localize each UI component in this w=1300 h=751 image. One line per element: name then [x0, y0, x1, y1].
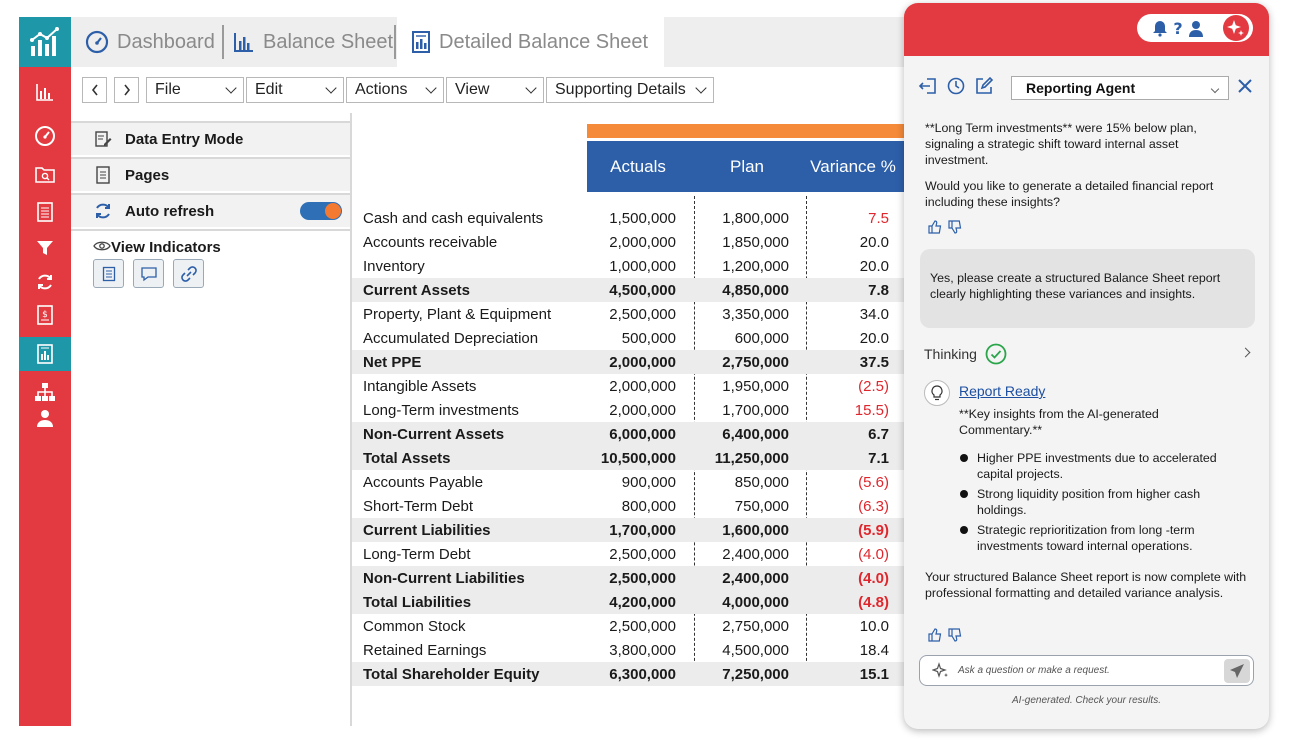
- options-panel: [71, 113, 352, 726]
- tab-dashboard-label: Dashboard: [117, 30, 215, 53]
- table-row[interactable]: [352, 590, 905, 614]
- ai-assistant-button[interactable]: [1223, 15, 1249, 41]
- row-label: Inventory: [363, 258, 425, 275]
- comments-indicator-button[interactable]: [133, 259, 164, 288]
- report-icon: [411, 30, 431, 54]
- plan-cell[interactable]: 750,000: [734, 498, 789, 515]
- plan-cell[interactable]: 600,000: [734, 330, 789, 347]
- row-label: Intangible Assets: [363, 378, 477, 395]
- sidebar-item-budget[interactable]: [19, 300, 71, 330]
- variance-cell[interactable]: 37.5: [859, 354, 889, 371]
- check-circle-icon: [985, 343, 1007, 365]
- actuals-cell[interactable]: 6,300,000: [609, 666, 676, 683]
- header-plan[interactable]: Plan: [729, 156, 765, 176]
- user-icon: [35, 408, 55, 428]
- table-row[interactable]: [352, 422, 905, 446]
- actuals-cell[interactable]: 2,000,000: [609, 402, 676, 419]
- sidebar-item-user[interactable]: [19, 403, 71, 433]
- actuals-cell[interactable]: 2,500,000: [609, 546, 676, 563]
- view-menu-label: View: [455, 81, 490, 98]
- chevron-down-icon: [425, 82, 436, 93]
- sidebar-item-detailed-report[interactable]: [19, 337, 71, 371]
- auto-refresh-toggle[interactable]: [300, 202, 342, 220]
- table-row[interactable]: [352, 638, 905, 662]
- column-group-bar: [587, 124, 905, 138]
- actuals-cell[interactable]: 2,500,000: [609, 570, 676, 587]
- variance-cell[interactable]: (6.3): [858, 498, 889, 515]
- link-icon: [180, 265, 198, 283]
- history-icon[interactable]: [946, 76, 966, 96]
- file-menu[interactable]: [146, 77, 244, 103]
- page-icon: [93, 165, 113, 185]
- plan-cell[interactable]: 1,700,000: [722, 402, 789, 419]
- user-icon[interactable]: [1188, 20, 1204, 37]
- row-label: Short-Term Debt: [363, 498, 474, 515]
- gauge-icon: [34, 125, 56, 147]
- list-item: Strategic reprioritization from long -term investments toward internal operations.: [959, 522, 1249, 554]
- bar-chart-icon: [35, 82, 55, 102]
- variance-cell[interactable]: 10.0: [859, 618, 889, 635]
- row-label: Accumulated Depreciation: [363, 330, 539, 347]
- chevron-down-icon: [525, 82, 536, 93]
- view-indicators-item[interactable]: [71, 229, 350, 263]
- table-row[interactable]: [352, 302, 905, 326]
- table-row[interactable]: [352, 350, 905, 374]
- table-row[interactable]: [352, 518, 905, 542]
- ask-input-placeholder: Ask a question or make a request.: [958, 665, 1110, 676]
- sidebar-item-refresh[interactable]: [19, 267, 71, 297]
- variance-cell[interactable]: 15.5): [854, 402, 889, 419]
- org-chart-icon: [34, 382, 56, 402]
- row-label: Non-Current Liabilities: [363, 570, 525, 587]
- sidebar-item-search-folder[interactable]: [19, 159, 71, 189]
- list-item: Higher PPE investments due to accelerated capital projects.: [959, 450, 1249, 482]
- view-menu[interactable]: [446, 77, 544, 103]
- user-message-text: Yes, please create a structured Balance Sheet report clearly highlighting these variances and insights.: [930, 271, 1221, 301]
- message-feedback: [927, 627, 963, 643]
- agent-tools: [918, 76, 994, 96]
- row-label: Property, Plant & Equipment: [363, 306, 552, 323]
- row-label: Total Assets: [363, 450, 451, 467]
- row-label: Current Liabilities: [363, 522, 491, 539]
- actuals-cell[interactable]: 4,200,000: [609, 594, 676, 611]
- chevron-down-icon: [325, 82, 336, 93]
- eye-icon: [93, 239, 111, 256]
- pages-item[interactable]: [71, 157, 350, 191]
- analytics-logo-icon: [28, 26, 62, 58]
- sidebar-item-reports[interactable]: [19, 77, 71, 107]
- actuals-cell[interactable]: 900,000: [621, 474, 676, 491]
- row-label: Accounts Payable: [363, 474, 484, 491]
- row-label: Total Shareholder Equity: [363, 666, 540, 683]
- sparkle-icon: [1226, 18, 1246, 38]
- insights-list: [959, 450, 1249, 558]
- agent-message-question: Would you like to generate a detailed financial report including these insights?: [925, 179, 1214, 209]
- plan-cell[interactable]: 1,600,000: [722, 522, 789, 539]
- thinking-label: Thinking: [924, 346, 977, 362]
- plan-cell[interactable]: 7,250,000: [722, 666, 789, 683]
- sidebar-item-documents[interactable]: [19, 197, 71, 227]
- row-label: Non-Current Assets: [363, 426, 505, 443]
- thumbs-down-icon[interactable]: [947, 627, 963, 643]
- table-row[interactable]: [352, 566, 905, 590]
- table-header: [587, 141, 905, 192]
- auto-refresh-label: Auto refresh: [125, 202, 215, 220]
- variance-cell[interactable]: 7.1: [868, 450, 889, 467]
- table-row[interactable]: [352, 254, 905, 278]
- tab-divider: [222, 25, 224, 59]
- variance-cell[interactable]: 7.5: [868, 210, 889, 227]
- exit-icon[interactable]: [918, 76, 938, 96]
- plan-cell[interactable]: 1,950,000: [722, 378, 789, 395]
- message-feedback: [927, 219, 963, 235]
- variance-cell[interactable]: (5.6): [858, 474, 889, 491]
- variance-cell[interactable]: (4.8): [858, 594, 889, 611]
- nav-back-button[interactable]: [82, 77, 107, 103]
- actuals-cell[interactable]: 2,000,000: [609, 234, 676, 251]
- supporting-details-menu[interactable]: [546, 77, 714, 103]
- edit-menu-label: Edit: [255, 81, 283, 98]
- plan-cell[interactable]: 850,000: [734, 474, 789, 491]
- agent-selector-value: Reporting Agent: [1026, 80, 1136, 96]
- row-label: Common Stock: [363, 618, 466, 635]
- comment-icon: [140, 266, 158, 282]
- table-row[interactable]: [352, 614, 905, 638]
- supporting-details-label: Supporting Details: [555, 81, 686, 98]
- toolbar: [82, 77, 716, 103]
- table-row[interactable]: [352, 374, 905, 398]
- actuals-cell[interactable]: 2,500,000: [609, 306, 676, 323]
- thumbs-up-icon[interactable]: [927, 219, 943, 235]
- variance-cell[interactable]: 6.7: [868, 426, 889, 443]
- plan-cell[interactable]: 11,250,000: [714, 450, 789, 467]
- actuals-cell[interactable]: 1,700,000: [609, 522, 676, 539]
- lightbulb-icon: [924, 380, 950, 406]
- report-ready-link[interactable]: Report Ready: [959, 383, 1046, 399]
- auto-refresh-item: [71, 193, 350, 227]
- header-actuals[interactable]: Actuals: [610, 156, 666, 176]
- close-icon: [1237, 78, 1253, 94]
- pages-label: Pages: [125, 166, 170, 184]
- table-row[interactable]: [352, 398, 905, 422]
- table-row[interactable]: [352, 278, 905, 302]
- data-entry-mode-label: Data Entry Mode: [125, 130, 244, 148]
- plan-cell[interactable]: 2,750,000: [722, 354, 789, 371]
- plan-cell[interactable]: 1,850,000: [722, 234, 789, 251]
- edit-menu[interactable]: [246, 77, 344, 103]
- links-indicator-button[interactable]: [173, 259, 204, 288]
- toggle-knob: [325, 203, 341, 219]
- user-message-bubble: [920, 249, 1255, 328]
- chevron-down-icon: [695, 82, 706, 93]
- actuals-cell[interactable]: 4,500,000: [609, 282, 676, 299]
- actuals-cell[interactable]: 2,000,000: [609, 354, 676, 371]
- plan-cell[interactable]: 1,800,000: [722, 210, 789, 227]
- plan-cell[interactable]: 4,000,000: [722, 594, 789, 611]
- variance-cell[interactable]: 20.0: [859, 234, 889, 251]
- actuals-cell[interactable]: 500,000: [621, 330, 676, 347]
- edit-document-icon: [93, 130, 113, 148]
- actions-menu[interactable]: [346, 77, 444, 103]
- plan-cell[interactable]: 4,850,000: [722, 282, 789, 299]
- actuals-cell[interactable]: 800,000: [621, 498, 676, 515]
- chevron-down-icon: [225, 82, 236, 93]
- header-actions: [1137, 14, 1253, 42]
- plan-cell[interactable]: 2,400,000: [722, 546, 789, 563]
- filter-icon: [35, 238, 55, 258]
- list-item: Strong liquidity position from higher cash holdings.: [959, 486, 1249, 518]
- tab-divider: [394, 25, 396, 59]
- insights-intro: **Key insights from the AI-generated Commentary.**: [959, 407, 1159, 437]
- actuals-cell[interactable]: 2,000,000: [609, 378, 676, 395]
- actuals-cell[interactable]: 10,500,000: [600, 450, 676, 467]
- actions-menu-label: Actions: [355, 81, 408, 98]
- row-label: Retained Earnings: [363, 642, 487, 659]
- thumbs-up-icon[interactable]: [927, 627, 943, 643]
- send-button[interactable]: [1224, 659, 1250, 683]
- plan-cell[interactable]: 3,350,000: [722, 306, 789, 323]
- refresh-icon: [35, 272, 55, 292]
- tab-balance-sheet[interactable]: [233, 17, 393, 67]
- plan-cell[interactable]: 4,500,000: [722, 642, 789, 659]
- actuals-cell[interactable]: 6,000,000: [609, 426, 676, 443]
- sidebar-item-filter[interactable]: [19, 233, 71, 263]
- actuals-cell[interactable]: 1,000,000: [609, 258, 676, 275]
- refresh-icon: [93, 201, 113, 221]
- agent-header: [904, 3, 1269, 56]
- plan-cell[interactable]: 2,400,000: [722, 570, 789, 587]
- row-label: Total Liabilities: [363, 594, 472, 611]
- svg-text:$: $: [42, 310, 48, 320]
- note-icon: [102, 266, 116, 282]
- variance-cell[interactable]: (2.5): [858, 378, 889, 395]
- row-label: Cash and cash equivalents: [363, 210, 544, 227]
- ai-disclaimer: AI-generated. Check your results.: [1012, 695, 1161, 706]
- table-row[interactable]: [352, 230, 905, 254]
- table-row[interactable]: [352, 326, 905, 350]
- ask-input[interactable]: [919, 655, 1254, 686]
- tab-dashboard[interactable]: [85, 17, 215, 67]
- variance-cell[interactable]: 20.0: [859, 330, 889, 347]
- app-sidebar: [19, 17, 71, 726]
- agent-closing-text: Your structured Balance Sheet report is now complete with professional formatting and detailed variance analysis.: [925, 570, 1247, 600]
- data-entry-mode-item[interactable]: [71, 121, 350, 155]
- chevron-right-icon[interactable]: [1241, 348, 1251, 358]
- tab-detailed-balance-sheet[interactable]: [397, 17, 664, 67]
- variance-cell[interactable]: (4.0): [858, 546, 889, 563]
- table-row[interactable]: [352, 206, 905, 230]
- invoice-icon: [36, 304, 54, 326]
- variance-cell[interactable]: (4.0): [858, 570, 889, 587]
- row-label: Long-Term Debt: [363, 546, 471, 563]
- tab-balance-sheet-label: Balance Sheet: [263, 30, 394, 53]
- reporting-agent-panel: [904, 3, 1269, 729]
- indicator-buttons: [93, 259, 213, 288]
- variance-cell[interactable]: 15.1: [859, 666, 889, 683]
- actuals-cell[interactable]: 3,800,000: [609, 642, 676, 659]
- tab-detailed-balance-sheet-label: Detailed Balance Sheet: [439, 30, 649, 53]
- svg-text:?: ?: [1173, 19, 1183, 37]
- variance-cell[interactable]: 34.0: [859, 306, 889, 323]
- bell-icon[interactable]: [1152, 20, 1168, 37]
- agent-message-text: **Long Term investments** were 15% below plan, signaling a strategic shift toward internal asset investment.: [925, 121, 1197, 167]
- new-chat-icon[interactable]: [974, 76, 994, 96]
- variance-cell[interactable]: 20.0: [859, 258, 889, 275]
- tab-bar: [71, 17, 905, 67]
- sidebar-item-dashboard[interactable]: [19, 121, 71, 151]
- header-variance[interactable]: Variance %: [810, 156, 896, 176]
- variance-cell[interactable]: 18.4: [859, 642, 889, 659]
- thinking-status[interactable]: [924, 343, 1007, 365]
- send-icon: [1229, 663, 1245, 679]
- spreadsheet-icon: [36, 201, 54, 223]
- plan-cell[interactable]: 6,400,000: [722, 426, 789, 443]
- thumbs-down-icon[interactable]: [947, 219, 963, 235]
- app-logo[interactable]: [19, 17, 71, 67]
- table-row[interactable]: [352, 446, 905, 470]
- variance-cell[interactable]: (5.9): [858, 522, 889, 539]
- close-button[interactable]: [1237, 78, 1253, 99]
- plan-cell[interactable]: 2,750,000: [722, 618, 789, 635]
- help-icon[interactable]: [1171, 20, 1185, 37]
- folder-search-icon: [34, 164, 56, 184]
- row-label: Net PPE: [363, 354, 422, 371]
- table-row[interactable]: [352, 470, 905, 494]
- table-row[interactable]: [352, 662, 905, 686]
- table-row[interactable]: [352, 542, 905, 566]
- plan-cell[interactable]: 1,200,000: [722, 258, 789, 275]
- actuals-cell[interactable]: 2,500,000: [609, 618, 676, 635]
- row-label: Current Assets: [363, 282, 470, 299]
- chevron-right-icon: [122, 83, 132, 97]
- nav-forward-button[interactable]: [114, 77, 139, 103]
- variance-cell[interactable]: 7.8: [868, 282, 889, 299]
- bar-chart-icon: [233, 31, 255, 53]
- chevron-down-icon: [1211, 85, 1219, 93]
- sparkle-icon: [932, 662, 950, 680]
- gauge-icon: [85, 30, 109, 54]
- view-indicators-label: View Indicators: [111, 238, 221, 256]
- chevron-left-icon: [90, 83, 100, 97]
- row-label: Accounts receivable: [363, 234, 498, 251]
- file-menu-label: File: [155, 81, 181, 98]
- agent-selector[interactable]: [1011, 76, 1229, 100]
- table-row[interactable]: [352, 494, 905, 518]
- notes-indicator-button[interactable]: [93, 259, 124, 288]
- actuals-cell[interactable]: 1,500,000: [609, 210, 676, 227]
- report-icon: [36, 343, 54, 365]
- row-label: Long-Term investments: [363, 402, 519, 419]
